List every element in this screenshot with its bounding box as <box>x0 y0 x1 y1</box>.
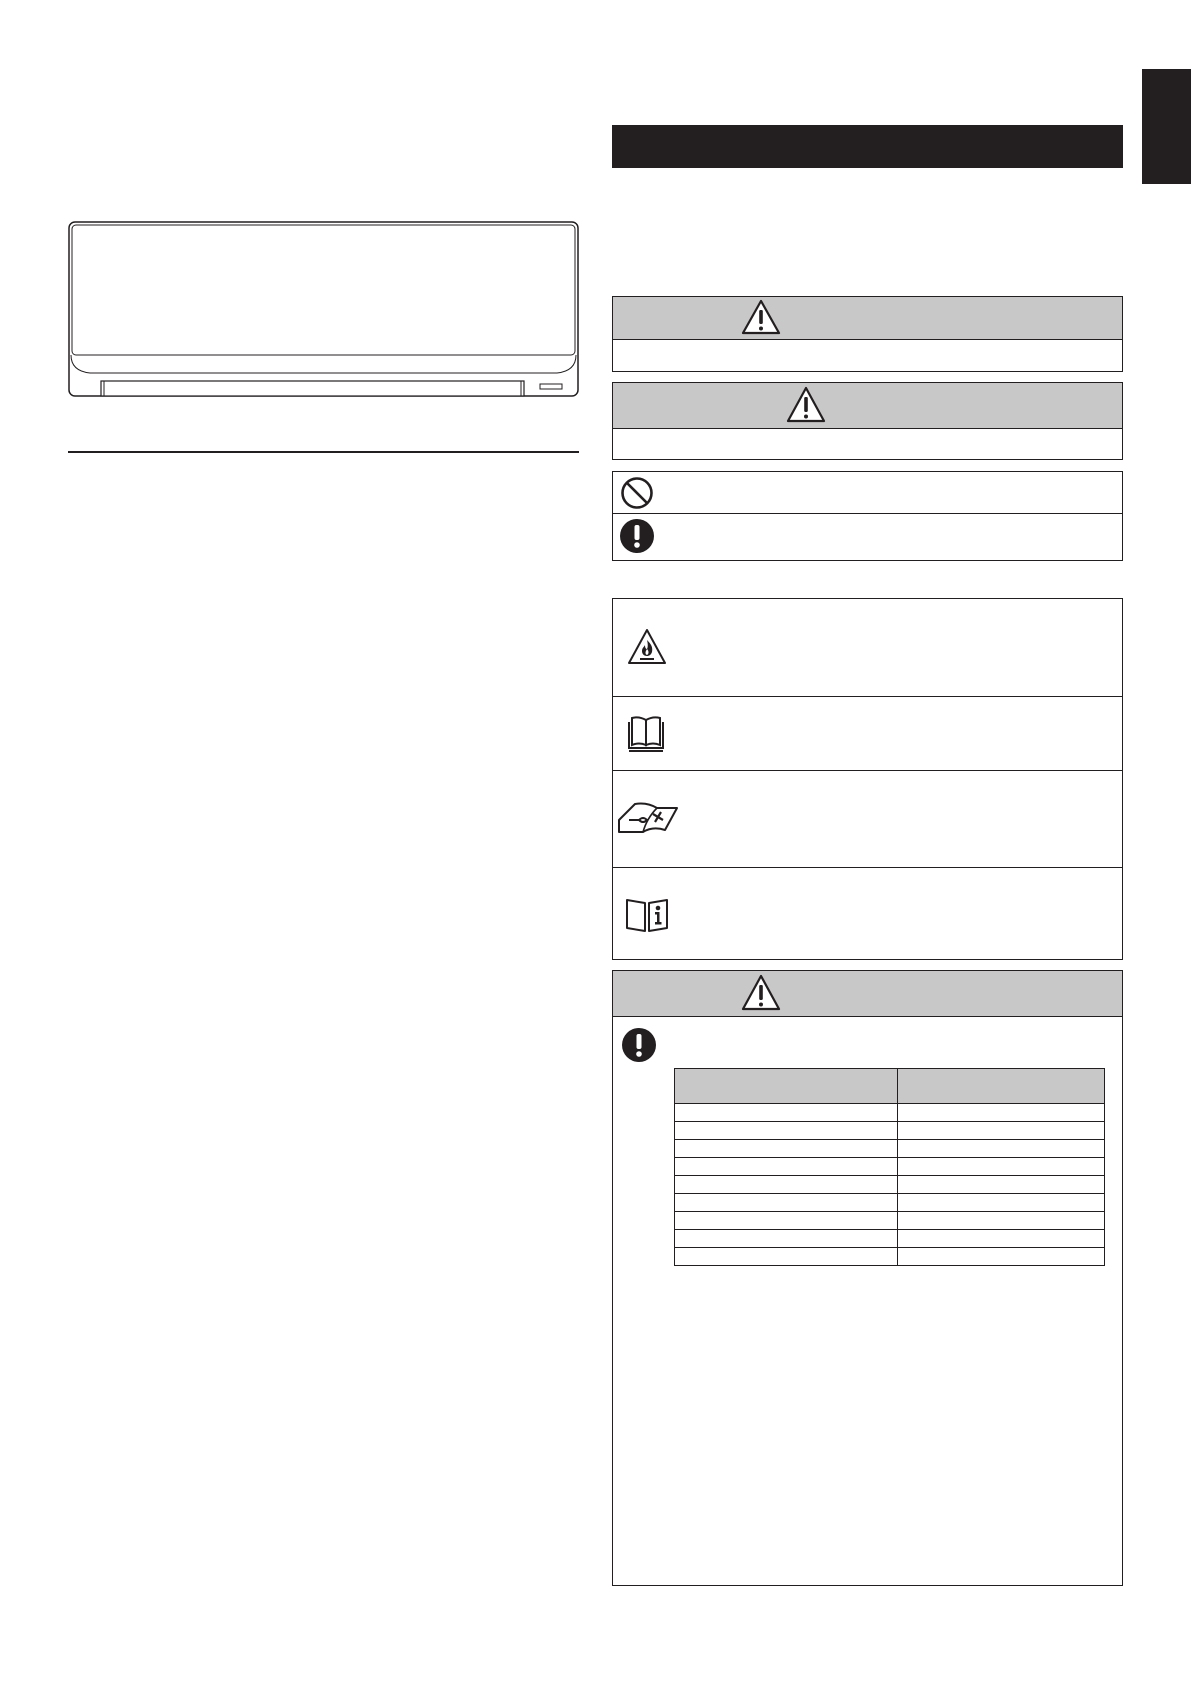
table-cell <box>898 1158 1105 1176</box>
table-cell <box>898 1248 1105 1266</box>
table-cell <box>675 1248 898 1266</box>
symbol-icons-box <box>612 598 1123 960</box>
legend-row-prohibited <box>613 472 1122 514</box>
table-cell <box>675 1194 898 1212</box>
table-cell <box>898 1194 1105 1212</box>
warning-refrigerant-box <box>612 970 1123 1586</box>
refrigerant-table <box>674 1068 1105 1266</box>
table-row <box>675 1230 1105 1248</box>
table-cell <box>898 1140 1105 1158</box>
table-cell <box>898 1230 1105 1248</box>
warning-triangle-icon <box>786 386 826 424</box>
table-row <box>675 1212 1105 1230</box>
caution-box <box>612 382 1123 460</box>
table-header-cell <box>898 1069 1105 1104</box>
section-divider <box>68 451 579 453</box>
table-row <box>675 1194 1105 1212</box>
table-cell <box>898 1104 1105 1122</box>
table-row <box>675 1104 1105 1122</box>
mandatory-action-icon <box>619 518 655 554</box>
legend-row-mandatory <box>613 513 1122 560</box>
flammable-warning-icon <box>627 628 667 666</box>
table-cell <box>898 1122 1105 1140</box>
warning-triangle-icon <box>741 299 781 336</box>
operation-manual-icon <box>625 714 667 754</box>
service-manual-row <box>613 770 1122 868</box>
table-row <box>675 1248 1105 1266</box>
table-cell <box>898 1212 1105 1230</box>
language-tab[interactable] <box>1142 69 1191 184</box>
service-manual-icon <box>617 798 679 838</box>
warning-band <box>613 297 1122 340</box>
warning-box <box>612 296 1123 372</box>
section-title-bar <box>612 125 1123 168</box>
information-manual-row <box>613 867 1122 959</box>
table-header-row <box>675 1069 1105 1104</box>
caution-band <box>613 383 1122 429</box>
table-cell <box>675 1176 898 1194</box>
information-manual-icon <box>625 897 669 933</box>
operation-manual-row <box>613 696 1122 771</box>
mandatory-action-icon <box>621 1027 657 1063</box>
table-cell <box>675 1104 898 1122</box>
table-row <box>675 1176 1105 1194</box>
warning-triangle-icon <box>741 974 781 1012</box>
table-row <box>675 1140 1105 1158</box>
table-cell <box>898 1176 1105 1194</box>
table-cell <box>675 1122 898 1140</box>
prohibited-icon <box>620 476 654 510</box>
flammable-row <box>613 599 1122 697</box>
symbol-legend-box <box>612 471 1123 561</box>
table-header-cell <box>675 1069 898 1104</box>
table-cell <box>675 1140 898 1158</box>
table-cell <box>675 1230 898 1248</box>
table-row <box>675 1158 1105 1176</box>
table-cell <box>675 1158 898 1176</box>
table-row <box>675 1122 1105 1140</box>
table-cell <box>675 1212 898 1230</box>
indoor-unit-illustration <box>68 221 579 398</box>
warning-band <box>613 971 1122 1017</box>
